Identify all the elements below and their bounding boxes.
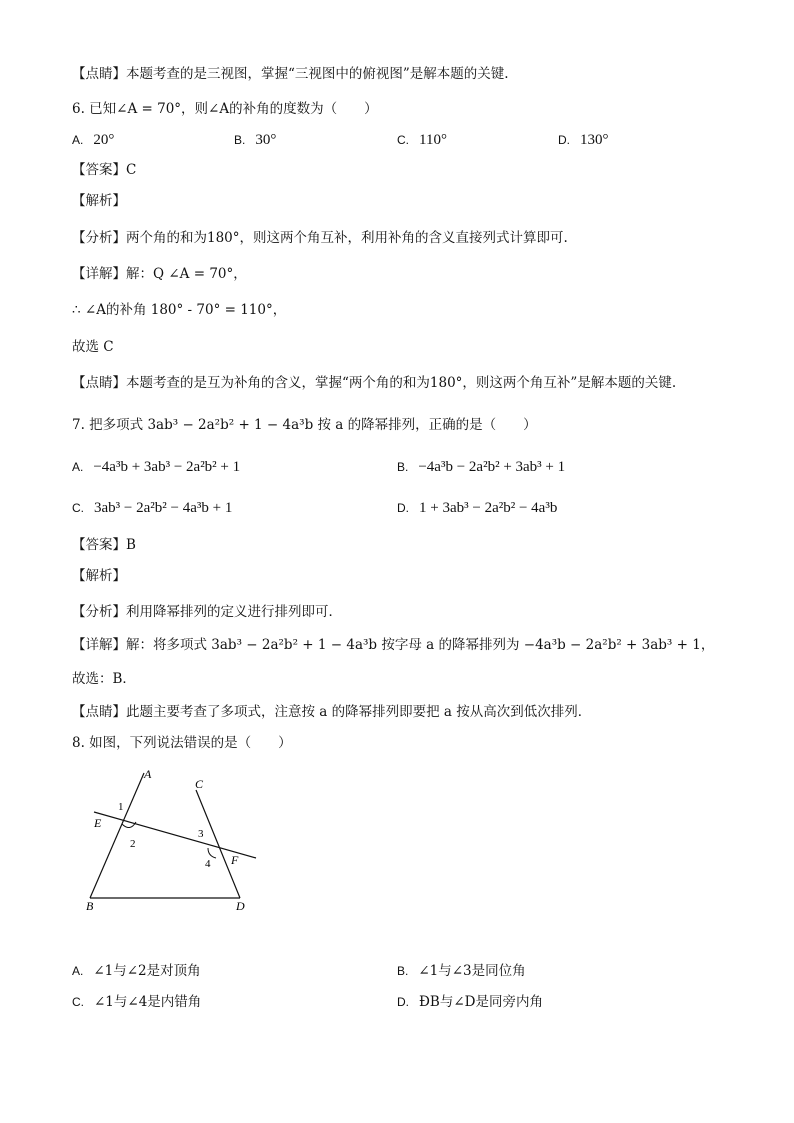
q8-option-a-label: A. bbox=[72, 964, 84, 978]
q8-option-c-text: ∠1与∠4是内错角 bbox=[94, 994, 202, 1010]
angle-2-label: 2 bbox=[130, 838, 136, 850]
line-ba bbox=[90, 773, 144, 898]
point-d-label: D bbox=[236, 899, 245, 913]
q7-option-b-label: B. bbox=[397, 460, 409, 474]
q5-dianjing: 【点睛】本题考查的是三视图，掌握“三视图中的俯视图”是解本题的关键. bbox=[72, 66, 509, 82]
q6-option-a bbox=[72, 130, 114, 150]
q6-dianjing: 【点睛】本题考查的是互为补角的含义，掌握“两个角的和为180°，则这两个角互补”是解本题的关键. bbox=[72, 375, 677, 391]
q8-option-d-text: ÐB与∠D是同旁内角 bbox=[419, 994, 543, 1010]
q7-answer: 【答案】B bbox=[72, 537, 136, 553]
geometry-figure bbox=[80, 764, 270, 914]
q6-option-a-text: 20° bbox=[93, 132, 115, 148]
q6-option-b-text: 30° bbox=[255, 132, 277, 148]
line-dc bbox=[196, 790, 240, 898]
q8-option-c-label: C. bbox=[72, 995, 84, 1009]
q8-option-d-label: D. bbox=[397, 995, 409, 1009]
point-e-label: E bbox=[94, 816, 102, 830]
q8-option-a-text: ∠1与∠2是对顶角 bbox=[93, 963, 201, 979]
q6-answer: 【答案】C bbox=[72, 162, 137, 178]
q6-fenxi: 【分析】两个角的和为180°，则这两个角互补，利用补角的含义直接列式计算即可. bbox=[72, 230, 568, 246]
q7-option-b bbox=[397, 457, 565, 477]
q7-option-c-label: C. bbox=[72, 501, 84, 515]
q7-option-b-text: −4a³b − 2a²b² + 3ab³ + 1 bbox=[418, 459, 566, 475]
q8-option-c bbox=[72, 992, 201, 1012]
q8-option-b-label: B. bbox=[397, 964, 409, 978]
q7-jiexi: 【解析】 bbox=[72, 568, 126, 584]
q7-option-d-text: 1 + 3ab³ − 2a²b² − 4a³b bbox=[419, 500, 558, 516]
q6-xiangjie: 【详解】解：Q ∠A = 70°， bbox=[72, 266, 247, 282]
q6-guxuan: 故选 C bbox=[72, 339, 114, 355]
angle-3-label: 3 bbox=[198, 828, 204, 840]
q7-option-a-label: A. bbox=[72, 460, 84, 474]
q6-option-b bbox=[234, 130, 276, 150]
angle-4-label: 4 bbox=[205, 858, 211, 870]
q7-option-d bbox=[397, 498, 557, 518]
q7-option-a-text: −4a³b + 3ab³ − 2a²b² + 1 bbox=[93, 459, 241, 475]
question-7: 7. 把多项式 3ab³ − 2a²b² + 1 − 4a³b 按 a 的降幂排列，正确的是（ ） bbox=[72, 417, 537, 433]
q7-fenxi: 【分析】利用降幂排列的定义进行排列即可． bbox=[72, 604, 342, 620]
q6-option-c-text: 110° bbox=[419, 132, 447, 148]
q8-option-d bbox=[397, 992, 543, 1012]
q8-option-b-text: ∠1与∠3是同位角 bbox=[418, 963, 526, 979]
q7-dianjing: 【点睛】此题主要考查了多项式，注意按 a 的降幂排列即要把 a 按从高次到低次排列． bbox=[72, 704, 592, 720]
angle-1-label: 1 bbox=[118, 801, 124, 813]
q6-jiexi: 【解析】 bbox=[72, 193, 126, 209]
q6-option-c bbox=[397, 130, 447, 150]
q6-option-d-label: D. bbox=[558, 133, 570, 147]
q6-option-c-label: C. bbox=[397, 133, 409, 147]
point-a-label: A bbox=[144, 767, 152, 781]
point-c-label: C bbox=[195, 777, 204, 791]
q7-option-c bbox=[72, 498, 232, 518]
q7-option-a bbox=[72, 457, 240, 477]
q7-option-d-label: D. bbox=[397, 501, 409, 515]
q6-option-b-label: B. bbox=[234, 133, 246, 147]
q8-option-b bbox=[397, 961, 526, 981]
point-b-label: B bbox=[86, 899, 94, 913]
question-6: 6. 已知∠A = 70°，则∠A的补角的度数为（ ） bbox=[72, 101, 378, 117]
q7-option-c-text: 3ab³ − 2a²b² − 4a³b + 1 bbox=[94, 500, 233, 516]
line-ef bbox=[94, 812, 256, 858]
q6-calculation: ∴ ∠A的补角 180° - 70° = 110°， bbox=[72, 302, 287, 318]
point-f-label: F bbox=[231, 853, 239, 867]
q8-option-a bbox=[72, 961, 201, 981]
q6-option-d bbox=[558, 130, 609, 150]
q6-option-d-text: 130° bbox=[580, 132, 609, 148]
q6-option-a-label: A. bbox=[72, 133, 84, 147]
angle-mark-4 bbox=[208, 848, 216, 858]
question-8: 8. 如图，下列说法错误的是（ ） bbox=[72, 735, 292, 751]
q7-xiangjie: 【详解】解：将多项式 3ab³ − 2a²b² + 1 − 4a³b 按字母 a 的降幂排列为 −4a³b − 2a²b² + 3ab³ + 1， bbox=[72, 637, 715, 653]
q7-guxuan: 故选：B． bbox=[72, 671, 136, 687]
